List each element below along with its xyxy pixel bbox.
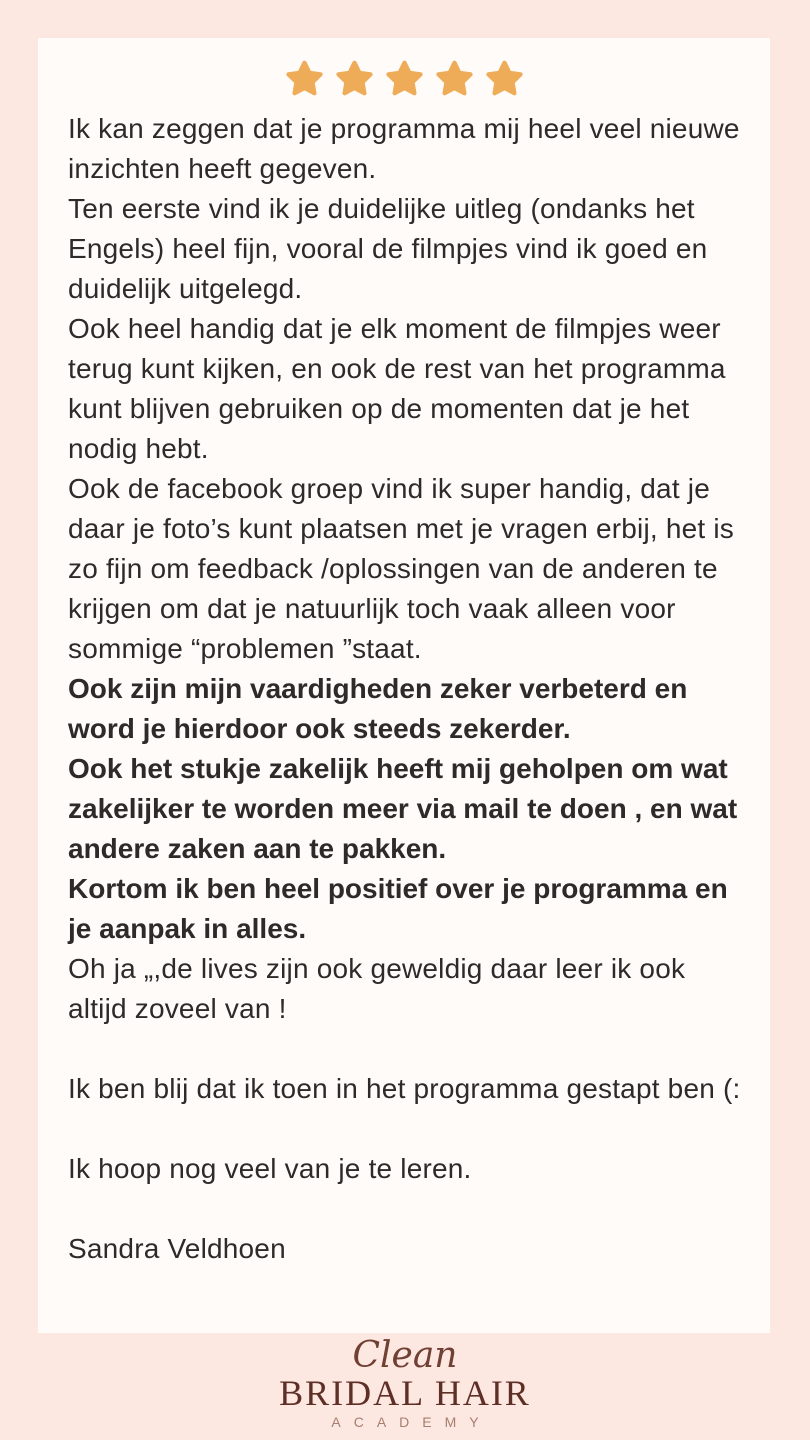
testimonial-paragraph: Ook de facebook groep vind ik super handig, dat je daar je foto’s kunt plaatsen met je vragen erbij, het is zo fijn om feedback /oplossingen van de anderen te krijgen om dat je natuurlijk toch vaak alleen voor sommige “problemen ”staat. [68,473,734,664]
testimonial-text [38,98,770,1269]
testimonial-paragraph [68,1029,745,1069]
star-icon [284,59,325,98]
testimonial-paragraph: Kortom ik ben heel positief over je programma en je aanpak in alles. [68,873,728,944]
star-rating [38,38,770,98]
testimonial-paragraph: Ik hoop nog veel van je te leren. [68,1153,472,1184]
testimonial-paragraph: Ook het stukje zakelijk heeft mij geholpen om wat zakelijker te worden meer via mail te doen , en wat andere zaken aan te pakken. [68,753,738,864]
logo-title-text: BRIDAL HAIR [279,1373,531,1413]
star-icon [334,59,375,98]
star-icon [484,59,525,98]
testimonial-paragraph: Oh ja „,de lives zijn ook geweldig daar leer ik ook altijd zoveel van ! [68,953,686,1024]
star-icon [384,59,425,98]
logo-script-text: Clean [352,1335,458,1376]
logo-subtitle-text: ACADEMY [331,1414,492,1430]
testimonial-paragraph: Ik ben blij dat ik toen in het programma gestapt ben (: [68,1073,741,1104]
testimonial-paragraph: Ook heel handig dat je elk moment de filmpjes weer terug kunt kijken, en ook de rest van het programma kunt blijven gebruiken op de momenten dat je het nodig hebt. [68,313,726,464]
testimonial-paragraph: Ook zijn mijn vaardigheden zeker verbeterd en word je hierdoor ook steeds zekerder. [68,673,688,744]
testimonial-paragraph [68,1109,745,1149]
testimonial-paragraph: Ik kan zeggen dat je programma mij heel veel nieuwe inzichten heeft gegeven. [68,113,740,184]
star-icon [434,59,475,98]
testimonial-paragraph: Sandra Veldhoen [68,1233,286,1264]
brand-logo [0,1335,810,1431]
testimonial-paragraph: Ten eerste vind ik je duidelijke uitleg (ondanks het Engels) heel fijn, vooral de filmpjes vind ik goed en duidelijk uitgelegd. [68,193,708,304]
testimonial-card [38,38,770,1333]
testimonial-paragraph [68,1189,745,1229]
